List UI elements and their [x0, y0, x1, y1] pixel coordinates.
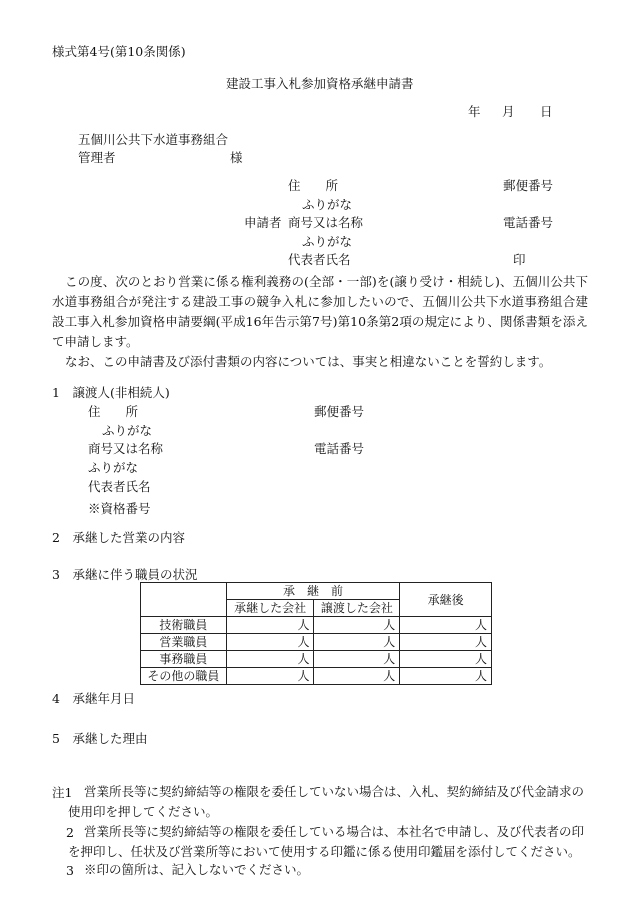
section-2-heading: 2 承継した営業の内容	[52, 530, 185, 545]
after-succession-header: 承継後	[400, 583, 492, 617]
row-label: 事務職員	[141, 651, 227, 668]
transferor-phone-label: 電話番号	[314, 441, 365, 456]
date-year: 年	[468, 104, 481, 119]
table-row	[141, 617, 492, 634]
applicant-company-label: 商号又は名称	[288, 215, 364, 230]
note-2-label: 2	[66, 825, 74, 840]
qualification-number-label: ※資格番号	[88, 501, 151, 516]
transferor-postal-label: 郵便番号	[314, 404, 365, 419]
count-unit: 人	[400, 617, 492, 634]
date-month: 月	[502, 104, 515, 119]
row-label: 技術職員	[141, 617, 227, 634]
note-1-text: 営業所長等に契約締結等の権限を委任していない場合は、入札、契約締結及び代金請求の使用印を押してください。	[68, 784, 585, 819]
before-succession-header: 承 継 前	[226, 583, 400, 600]
table-header-row	[141, 583, 492, 600]
successor-company-header: 承継した会社	[226, 600, 314, 617]
transferor-rep-label: 代表者氏名	[88, 479, 151, 494]
document-title: 建設工事入札参加資格承継申請書	[226, 76, 414, 91]
addressee-manager: 管理者	[78, 150, 116, 165]
applicant-label: 申請者	[244, 215, 282, 230]
addressee-org: 五個川公共下水道事務組合	[78, 132, 229, 147]
count-unit: 人	[314, 668, 400, 685]
date-day: 日	[540, 104, 553, 119]
applicant-furigana-1: ふりがな	[302, 197, 353, 212]
count-unit: 人	[400, 651, 492, 668]
applicant-address-label: 住 所	[288, 178, 339, 193]
note-1-label: 注1	[52, 785, 73, 800]
count-unit: 人	[226, 634, 314, 651]
table-row	[141, 668, 492, 685]
count-unit: 人	[314, 634, 400, 651]
form-number: 様式第4号(第10条関係)	[52, 44, 186, 59]
transferor-company-header: 譲渡した会社	[314, 600, 400, 617]
note-3-label: 3	[66, 863, 74, 878]
table-row	[141, 651, 492, 668]
section-1-heading: 1 譲渡人(非相続人)	[52, 385, 170, 400]
row-label: その他の職員	[141, 668, 227, 685]
body-text	[52, 272, 588, 372]
transferor-furigana-1: ふりがな	[102, 423, 153, 438]
staff-status-table	[140, 582, 492, 685]
count-unit: 人	[400, 668, 492, 685]
body-paragraph-2: なお、この申請書及び添付書類の内容については、事実と相違ないことを誓約します。	[65, 354, 552, 369]
seal-mark: 印	[513, 252, 526, 267]
section-5-heading: 5 承継した理由	[52, 731, 148, 746]
addressee-honorific: 様	[230, 150, 243, 165]
count-unit: 人	[226, 617, 314, 634]
note-2-text: 営業所長等に契約締結等の権限を委任している場合は、本社名で申請し、及び代表者の印を押印し、任状及び営業所等において使用する印鑑に係る使用印鑑届を添付してください。	[68, 824, 585, 859]
applicant-rep-label: 代表者氏名	[288, 252, 351, 267]
body-paragraph-1: この度、次のとおり営業に係る権利義務の(全部・一部)を(譲り受け・相続し)、五個川公共下水道事務組合が発注する建設工事の競争入札に参加したいので、五個川公共下水道事務組合建設工事入札参加資格申請要綱(平成16年告示第7号)第10条第2項の規定により、関係書類を添えて申請します。	[52, 274, 588, 349]
section-3-heading: 3 承継に伴う職員の状況	[52, 567, 198, 582]
count-unit: 人	[314, 617, 400, 634]
applicant-furigana-2: ふりがな	[302, 234, 353, 249]
row-label: 営業職員	[141, 634, 227, 651]
count-unit: 人	[226, 651, 314, 668]
transferor-company-label: 商号又は名称	[88, 441, 164, 456]
table-corner-cell	[141, 583, 227, 617]
table-row	[141, 634, 492, 651]
count-unit: 人	[314, 651, 400, 668]
count-unit: 人	[226, 668, 314, 685]
applicant-postal-label: 郵便番号	[503, 178, 554, 193]
note-3-text: ※印の箇所は、記入しないでください。	[84, 862, 310, 877]
transferor-address-label: 住 所	[88, 404, 139, 419]
applicant-phone-label: 電話番号	[503, 215, 554, 230]
section-4-heading: 4 承継年月日	[52, 691, 135, 706]
transferor-furigana-2: ふりがな	[88, 460, 139, 475]
count-unit: 人	[400, 634, 492, 651]
